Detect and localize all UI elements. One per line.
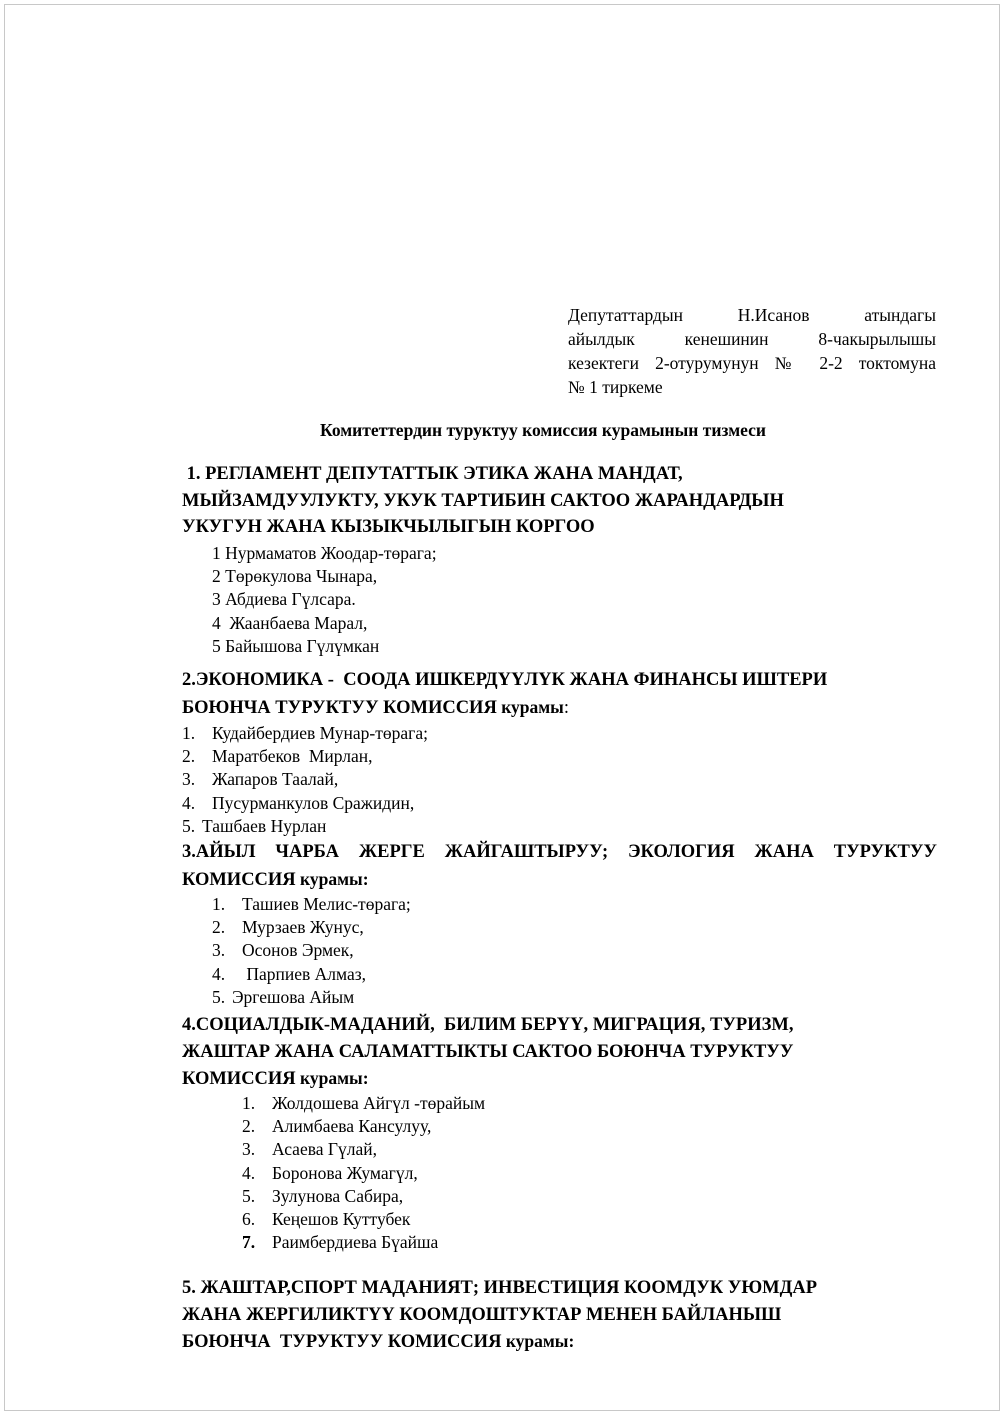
member-number: 6. (242, 1209, 256, 1230)
member-item (242, 1231, 485, 1254)
member-number: 4 (212, 612, 221, 633)
member-item (212, 893, 411, 916)
section-4-member-list (242, 1092, 485, 1254)
section-3-member-list (212, 893, 411, 1009)
member-name: Боронова Жумагүл, (272, 1162, 418, 1183)
member-name: Зулунова Сабира, (272, 1185, 404, 1206)
member-item (182, 815, 428, 838)
section-5-heading (182, 1275, 942, 1356)
member-name: Кудайбердиев Мунар-төрага; (212, 723, 428, 743)
member-number: 4. (182, 792, 196, 813)
section-1-heading (182, 461, 942, 541)
member-name: Төрөкулова Чынара, (225, 566, 378, 587)
heading-line: УКУГУН ЖАНА КЫЗЫКЧЫЛЫГЫН КОРГОО (182, 517, 595, 537)
section-3-heading (182, 839, 942, 893)
appendix-line: № 1 тиркеме (568, 377, 663, 397)
document-page (4, 4, 1000, 1411)
member-item (212, 939, 411, 962)
member-number: 2. (182, 746, 196, 767)
member-item (242, 1138, 485, 1161)
member-name: Пусурманкулов Сражидин, (212, 792, 415, 813)
heading-suffix: курамы: (501, 1331, 575, 1351)
member-number: 3 (212, 589, 221, 610)
member-number: 2 (212, 566, 221, 587)
member-name: Абдиева Гүлсара. (225, 589, 356, 610)
heading-line: 2.ЭКОНОМИКА - СООДА ИШКЕРДҮҮЛҮК ЖАНА ФИНАНСЫ ИШТЕРИ (182, 670, 828, 690)
member-item (212, 565, 437, 588)
member-name: Парпиев Алмаз, (242, 963, 367, 984)
member-name: Маратбеков Мирлан, (212, 746, 373, 767)
heading-line: БОЮНЧА ТУРУКТУУ КОМИССИЯ (182, 697, 497, 718)
appendix-line: кезектеги 2-отурумунун № 2-2 токтомуна (568, 353, 936, 373)
member-name: Ташиев Мелис-төрага; (242, 894, 411, 914)
member-number: 5 (212, 635, 221, 656)
member-number: 1. (182, 723, 196, 743)
member-item (242, 1092, 485, 1115)
member-item (212, 916, 411, 939)
heading-line: БОЮНЧА ТУРУКТУУ КОМИССИЯ (182, 1332, 502, 1352)
heading-line: ЖАНА ЖЕРГИЛИКТҮҮ КООМДОШТУКТАР МЕНЕН БАЙЛАНЫШ (182, 1304, 782, 1325)
member-number: 5. (212, 986, 226, 1007)
member-number: 3. (242, 1139, 256, 1160)
document-title: Комитеттердин туруктуу комиссия курамынын тизмеси (320, 420, 766, 440)
appendix-note (568, 303, 936, 399)
member-number: 2. (212, 917, 226, 938)
member-name: Жолдошева Айгүл -төрайым (272, 1093, 486, 1113)
member-item (242, 1185, 485, 1208)
section-2-heading (182, 667, 942, 721)
member-name: Раимбердиева Бүайша (272, 1232, 439, 1253)
member-name: Алимбаева Кансулуу, (272, 1116, 432, 1137)
heading-suffix: курамы (496, 696, 564, 717)
heading-line: КОМИССИЯ (182, 869, 296, 890)
member-number: 1. (242, 1093, 256, 1113)
member-item (182, 768, 428, 791)
appendix-line: айылдык кенешинин 8-чакырылышы (568, 329, 936, 349)
member-number: 3. (212, 940, 226, 961)
member-item (212, 635, 437, 658)
heading-line-with-suffix (182, 1328, 942, 1356)
member-item (182, 745, 428, 768)
member-number: 4. (212, 963, 226, 984)
member-name: Байышова Гүлүмкан (225, 635, 380, 656)
heading-line: МЫЙЗАМДУУЛУКТУ, УКУК ТАРТИБИН САКТОО ЖАРАНДАРДЫН (182, 490, 784, 511)
member-item (212, 542, 437, 565)
member-item (212, 612, 437, 635)
member-number: 2. (242, 1116, 256, 1137)
heading-suffix: курамы: (295, 1068, 369, 1088)
member-item (182, 792, 428, 815)
section-4-heading (182, 1012, 942, 1093)
member-item (182, 722, 428, 745)
heading-line: 1. РЕГЛАМЕНТ ДЕПУТАТТЫК ЭТИКА ЖАНА МАНДАТ, (182, 464, 683, 484)
heading-line-with-suffix (182, 1065, 942, 1093)
member-number: 1. (212, 894, 226, 914)
member-number: 7. (242, 1232, 256, 1253)
heading-line: 3.АЙЫЛ ЧАРБА ЖЕРГЕ ЖАЙГАШТЫРУУ; ЭКОЛОГИЯ ЖАНА ТУРУКТУУ (182, 842, 937, 862)
section-1-member-list (212, 542, 437, 658)
heading-line: 4.СОЦИАЛДЫК-МАДАНИЙ, БИЛИМ БЕРҮҮ, МИГРАЦИЯ, ТУРИЗМ, (182, 1015, 794, 1035)
member-name: Нурмаматов Жоодар-төрага; (225, 543, 437, 563)
heading-tail: : (563, 697, 569, 718)
member-name: Ташбаев Нурлан (202, 815, 327, 836)
member-name: Осонов Эрмек, (242, 940, 354, 961)
member-number: 4. (242, 1162, 256, 1183)
member-item (212, 986, 411, 1009)
member-item (242, 1162, 485, 1185)
member-item (242, 1115, 485, 1138)
member-name: Асаева Гүлай, (272, 1139, 377, 1160)
heading-line-with-suffix (182, 866, 942, 894)
heading-line-with-suffix (182, 694, 942, 722)
heading-line: КОМИССИЯ (182, 1069, 296, 1089)
member-number: 1 (212, 543, 221, 563)
member-item (212, 588, 437, 611)
appendix-line: Депутаттардын Н.Исанов атындагы (568, 305, 936, 325)
member-number: 5. (242, 1185, 256, 1206)
member-name: Жаанбаева Марал, (225, 612, 368, 633)
member-number: 3. (182, 769, 196, 790)
member-name: Эргешова Айым (232, 986, 355, 1007)
heading-suffix: курамы: (295, 868, 369, 889)
member-item (212, 963, 411, 986)
heading-line: 5. ЖАШТАР,СПОРТ МАДАНИЯТ; ИНВЕСТИЦИЯ КООМДУК УЮМДАР (182, 1278, 817, 1298)
member-item (242, 1208, 485, 1231)
member-name: Жапаров Таалай, (212, 769, 339, 790)
member-number: 5. (182, 815, 196, 836)
section-2-member-list (182, 722, 428, 838)
member-name: Кеңешов Куттубек (272, 1209, 411, 1230)
heading-line: ЖАШТАР ЖАНА САЛАМАТТЫКТЫ САКТОО БОЮНЧА ТУРУКТУУ (182, 1041, 794, 1062)
member-name: Мурзаев Жунус, (242, 917, 364, 938)
